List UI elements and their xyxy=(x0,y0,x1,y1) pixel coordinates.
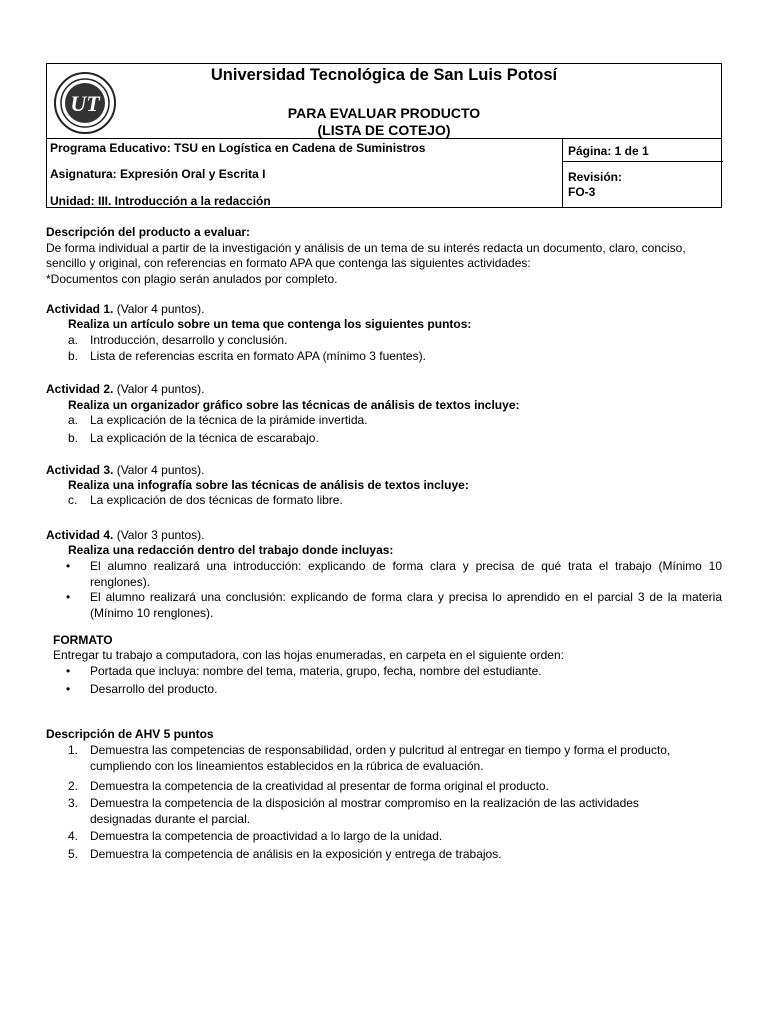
activity-1-title: Actividad 1. (Valor 4 puntos). xyxy=(46,302,205,316)
list-item: Introducción, desarrollo y conclusión. xyxy=(90,333,288,347)
plagiarism-note: *Documentos con plagio serán anulados por completo. xyxy=(46,272,338,286)
list-item: Lista de referencias escrita en formato APA (mínimo 3 fuentes). xyxy=(90,349,426,363)
list-marker: b. xyxy=(68,431,79,445)
svg-text:UT: UT xyxy=(70,91,100,116)
description-line: sencillo y original, con referencias en formato APA que contenga las siguientes actividades: xyxy=(46,256,531,270)
list-marker: a. xyxy=(68,413,79,427)
description-line: De forma individual a partir de la investigación y análisis de un tema de su interés redacta un documento, claro, conciso, xyxy=(46,241,686,255)
activity-3-instruction: Realiza una infografía sobre las técnicas de análisis de textos incluye: xyxy=(68,478,469,492)
list-marker: c. xyxy=(68,493,78,507)
list-item: Demuestra la competencia de la creatividad al presentar de forma original el producto. xyxy=(90,779,549,793)
list-item: Demuestra las competencias de responsabilidad, orden y pulcritud al entregar en tiempo y forma el producto, xyxy=(90,743,671,757)
list-item: Demuestra la competencia de análisis en la exposición y entrega de trabajos. xyxy=(90,847,502,861)
list-item: El alumno realizará una introducción: explicando de forma clara y precisa de qué trata el trabajo (Mínimo 10 renglones). xyxy=(90,559,722,589)
list-marker: 2. xyxy=(68,779,79,793)
list-marker: 5. xyxy=(68,847,79,861)
header-table xyxy=(46,63,722,208)
formato-heading: FORMATO xyxy=(53,633,113,647)
revision-value: FO-3 xyxy=(568,185,596,199)
list-marker: b. xyxy=(68,349,79,363)
bullet-marker: • xyxy=(66,559,71,573)
list-item: La explicación de la técnica de la pirámide invertida. xyxy=(90,413,368,427)
pagina: Página: 1 de 1 xyxy=(568,144,649,158)
list-marker: 1. xyxy=(68,743,79,757)
activity-4-title: Actividad 4. (Valor 3 puntos). xyxy=(46,528,205,542)
activity-4-instruction: Realiza una redacción dentro del trabajo donde incluyas: xyxy=(68,543,394,557)
header-cell-divider xyxy=(562,161,723,162)
university-name: Universidad Tecnológica de San Luis Potosí xyxy=(210,66,558,84)
activity-3-title: Actividad 3. (Valor 4 puntos). xyxy=(46,463,205,477)
activity-2-title: Actividad 2. (Valor 4 puntos). xyxy=(46,382,205,396)
unidad: Unidad: III. Introducción a la redacción xyxy=(50,194,271,208)
document-title: PARA EVALUAR PRODUCTO xyxy=(287,105,481,121)
activity-2-instruction: Realiza un organizador gráfico sobre las técnicas de análisis de textos incluye: xyxy=(68,398,520,412)
description-heading: Descripción del producto a evaluar: xyxy=(46,225,251,239)
list-item: Demuestra la competencia de la disposición al mostrar compromiso en la realización de las actividades xyxy=(90,796,639,810)
programa-educativo: Programa Educativo: TSU en Logística en Cadena de Suministros xyxy=(50,141,426,155)
list-item-continuation: designadas durante el parcial. xyxy=(90,812,251,826)
bullet-marker: • xyxy=(66,590,71,604)
list-item-continuation: cumpliendo con los lineamientos establecidos en la rúbrica de evaluación. xyxy=(90,759,484,773)
header-column-divider xyxy=(562,138,563,208)
document-subtitle: (LISTA DE COTEJO) xyxy=(317,122,451,138)
header-divider xyxy=(47,138,721,139)
revision-label: Revisión: xyxy=(568,170,623,184)
bullet-marker: • xyxy=(66,664,71,678)
list-item: La explicación de dos técnicas de formato libre. xyxy=(90,493,343,507)
list-marker: a. xyxy=(68,333,79,347)
activity-1-instruction: Realiza un artículo sobre un tema que contenga los siguientes puntos: xyxy=(68,317,472,331)
ahv-heading: Descripción de AHV 5 puntos xyxy=(46,727,214,741)
list-item: La explicación de la técnica de escarabajo. xyxy=(90,431,319,445)
bullet-marker: • xyxy=(66,682,71,696)
list-marker: 4. xyxy=(68,829,79,843)
list-item: Portada que incluya: nombre del tema, materia, grupo, fecha, nombre del estudiante. xyxy=(90,664,542,678)
formato-intro: Entregar tu trabajo a computadora, con las hojas enumeradas, en carpeta en el siguiente orden: xyxy=(53,648,564,662)
list-item: El alumno realizará una conclusión: explicando de forma clara y precisa lo aprendido en el parcial 3 de la materia (Mínimo 10 renglones). xyxy=(90,590,722,620)
asignatura: Asignatura: Expresión Oral y Escrita I xyxy=(50,167,266,181)
list-item: Desarrollo del producto. xyxy=(90,682,218,696)
list-item: Demuestra la competencia de proactividad a lo largo de la unidad. xyxy=(90,829,443,843)
list-marker: 3. xyxy=(68,796,79,810)
